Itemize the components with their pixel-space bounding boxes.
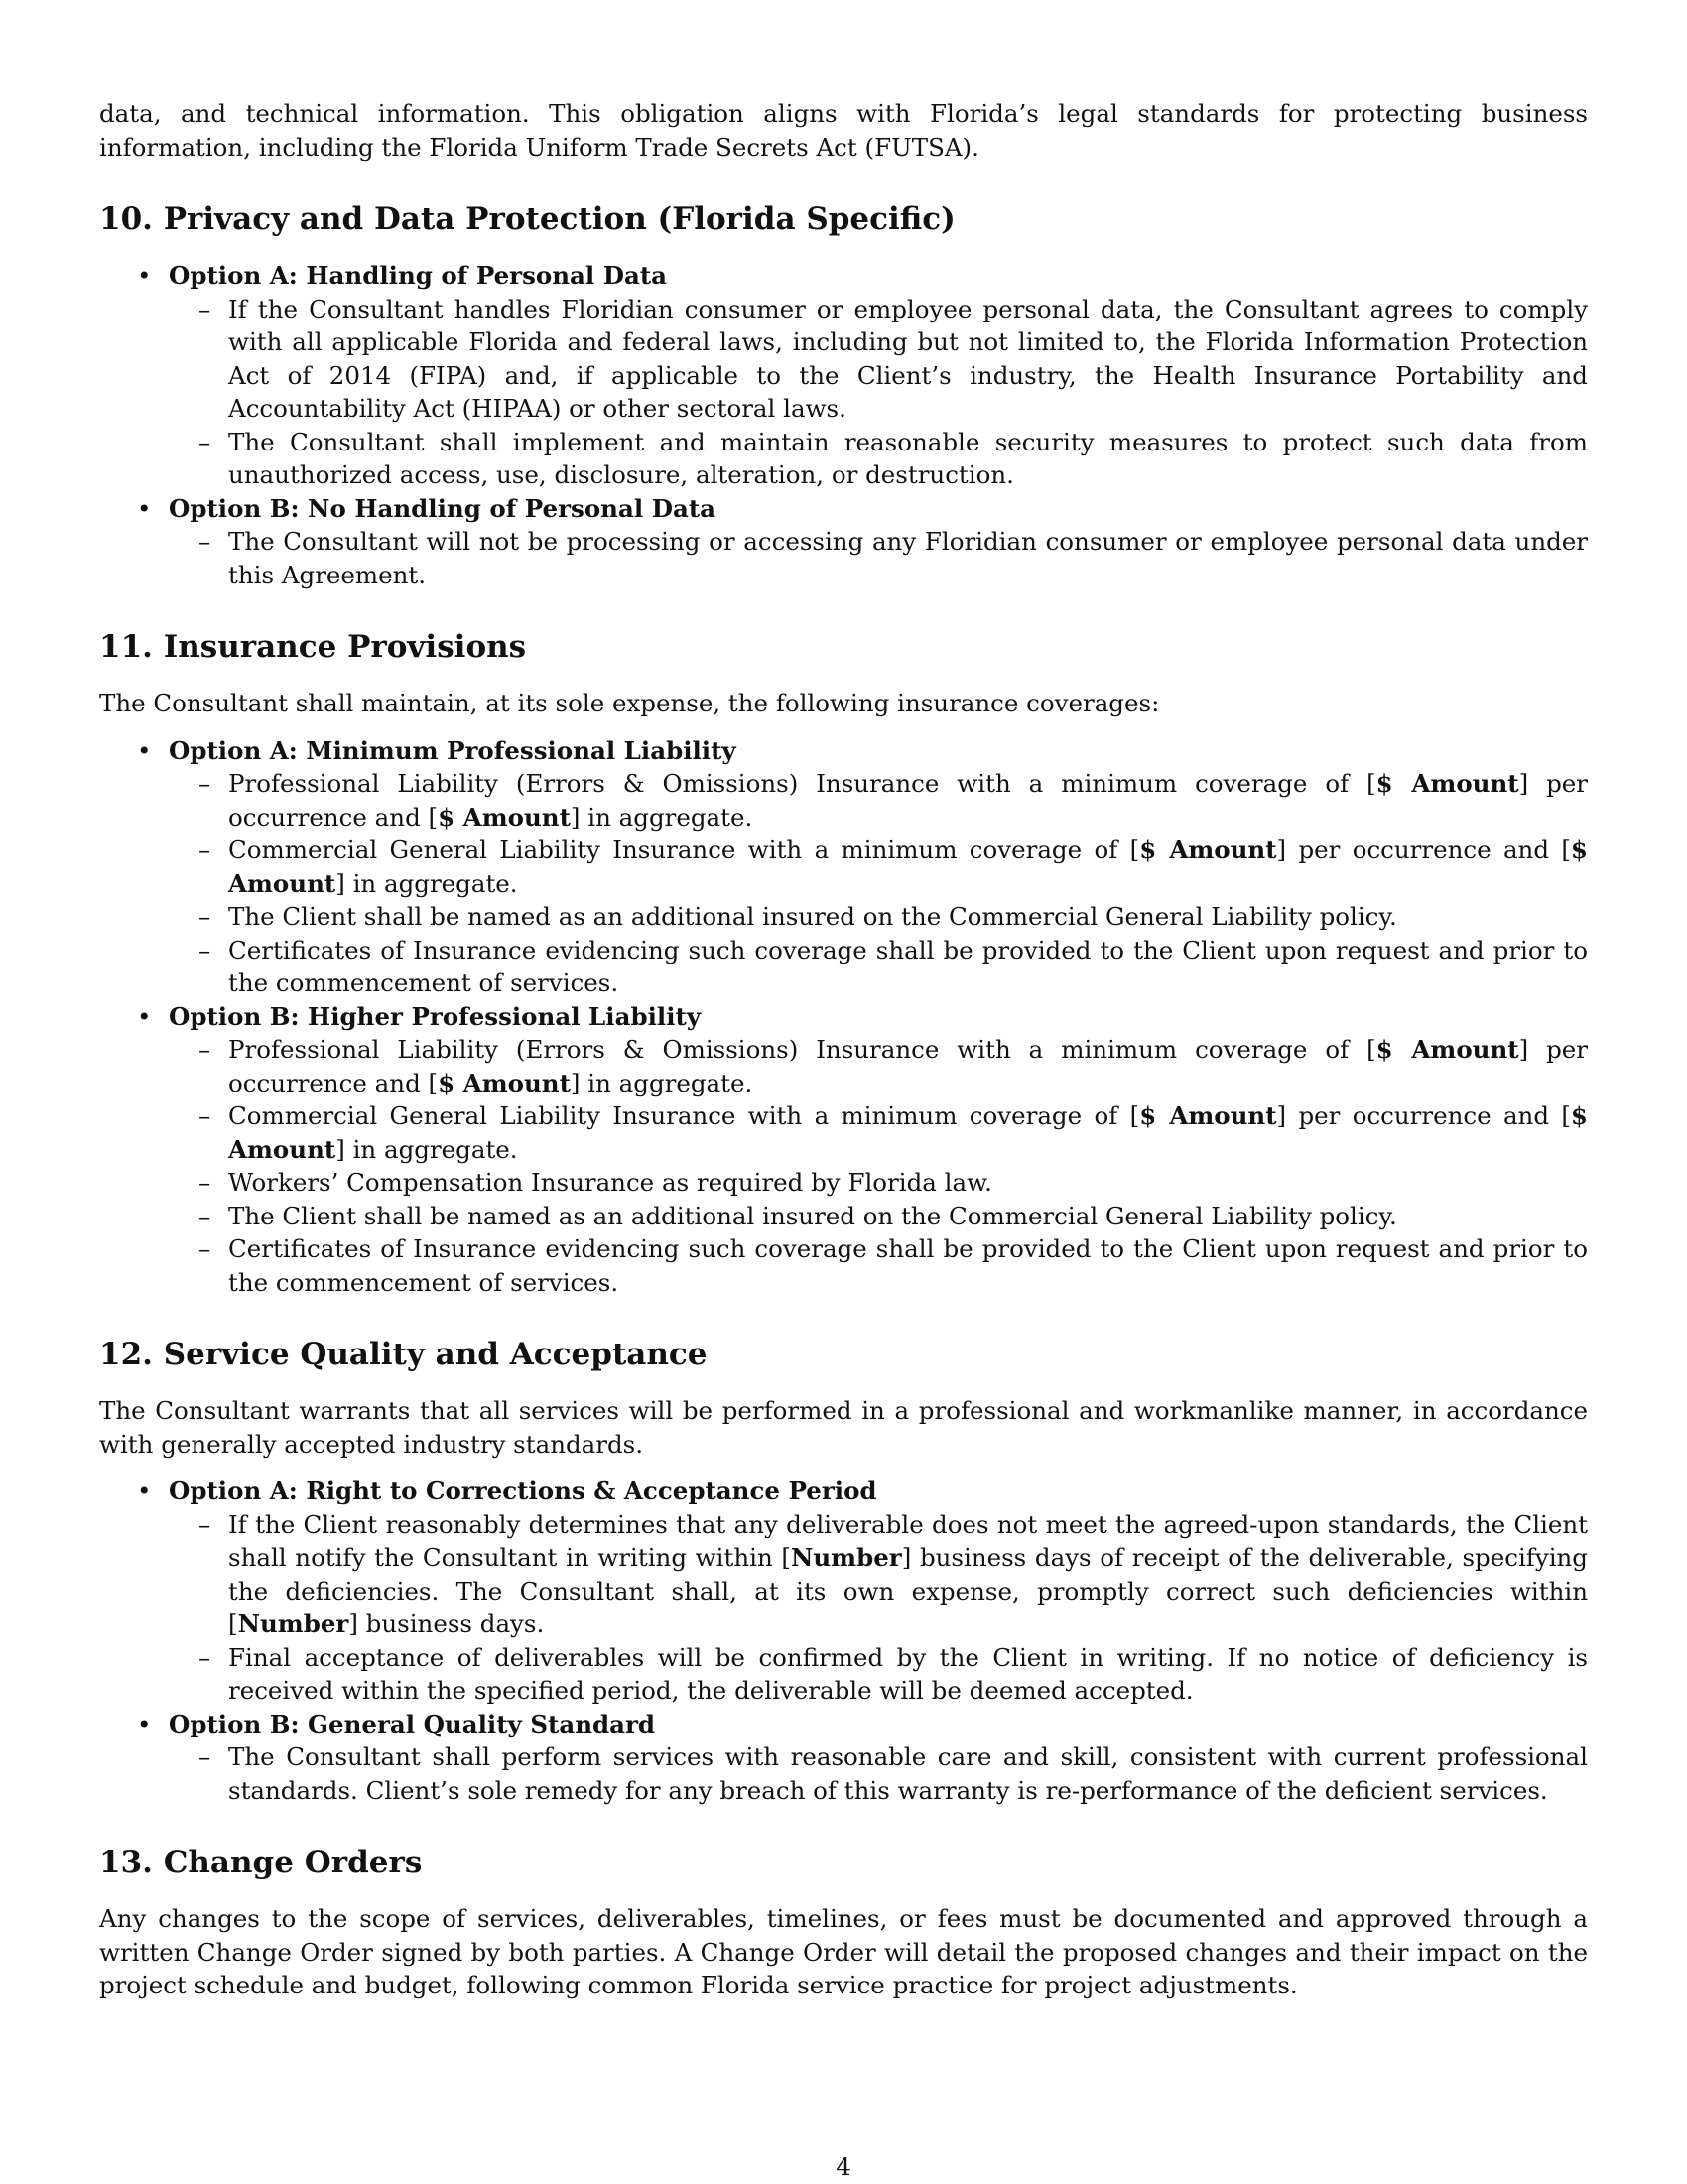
clause-item: – Professional Liability (Errors & Omissions) Insurance with a minimum coverage of [$ Amount] per occurrence and [$ Amount] in aggregate. (169, 767, 1588, 834)
section-12 (99, 1335, 1588, 1807)
clause-item: – The Client shall be named as an additional insured on the Commercial General Liability policy. (169, 900, 1588, 934)
section-intro: Any changes to the scope of services, deliverables, timelines, or fees must be documented and approved through a written Change Order signed by both parties. A Change Order will detail the proposed changes and their impact on the project schedule and budget, following common Florida service practice for project adjustments. (99, 1904, 1588, 1999)
clause-item: – If the Consultant handles Floridian consumer or employee personal data, the Consultant agrees to comply with all applicable Florida and federal laws, including but not limited to, the Florida Information Protection Act of 2014 (FIPA) and, if applicable to the Client’s industry, the Health Insurance Portability and Accountability Act (HIPAA) or other sectoral laws. (169, 293, 1588, 426)
placeholder-field: Number (790, 1543, 902, 1572)
section-heading: 10. Privacy and Data Protection (Florida Specific) (99, 201, 956, 237)
placeholder-field: $ Amount (228, 835, 1588, 898)
option-list (99, 259, 1588, 591)
option-title: • Option B: General Quality Standard (169, 1709, 656, 1738)
clause-item: – The Consultant shall implement and maintain reasonable security measures to protect such data from unauthorized access, use, disclosure, alteration, or destruction. (169, 426, 1588, 492)
section-10 (99, 199, 1588, 591)
placeholder-field: Number (237, 1609, 349, 1638)
placeholder-field: $ Amount (228, 1101, 1588, 1164)
clause-item: – Final acceptance of deliverables will be confirmed by the Client in writing. If no notice of deficiency is received within the specified period, the deliverable will be deemed accepted. (169, 1641, 1588, 1708)
section-heading: 13. Change Orders (99, 1845, 423, 1880)
option-list (99, 734, 1588, 1300)
clause-item: – Certificates of Insurance evidencing such coverage shall be provided to the Client upon request and prior to the commencement of services. (169, 934, 1588, 1000)
continuation-paragraph: data, and technical information. This obligation aligns with Florida’s legal standards for protecting business information, including the Florida Uniform Trade Secrets Act (FUTSA). (99, 99, 1588, 162)
clause-item: – Certificates of Insurance evidencing such coverage shall be provided to the Client upon request and prior to the commencement of services. (169, 1232, 1588, 1299)
sections-container (99, 199, 1588, 2002)
clause-list (169, 293, 1588, 492)
option-list (99, 1475, 1588, 1807)
option-title: • Option A: Right to Corrections & Acceptance Period (169, 1477, 877, 1505)
clause-list (169, 1033, 1588, 1299)
placeholder-field: $ Amount (438, 802, 571, 832)
clause-item: – The Consultant shall perform services with reasonable care and skill, consistent with current professional standards. Client’s sole remedy for any breach of this warranty is re-performance of the deficient services. (169, 1740, 1588, 1807)
page-number: 4 (836, 2152, 851, 2181)
section-intro: The Consultant shall maintain, at its sole expense, the following insurance coverages: (99, 689, 1160, 717)
option-title: • Option B: Higher Professional Liability (169, 1001, 702, 1031)
clause-item: – If the Client reasonably determines that any deliverable does not meet the agreed-upon standards, the Client shall notify the Consultant in writing within [Number] business days of receipt of the deliverable, specifying the deficiencies. The Consultant shall, at its own expense, promptly correct such deficiencies within [Number] business days. (169, 1508, 1588, 1641)
section-13 (99, 1843, 1588, 2002)
option-item (99, 492, 1588, 592)
placeholder-field: $ Amount (438, 1068, 571, 1097)
clause-item: – Commercial General Liability Insurance with a minimum coverage of [$ Amount] per occurrence and [$ Amount] in aggregate. (169, 1099, 1588, 1166)
section-heading: 11. Insurance Provisions (99, 629, 527, 665)
placeholder-field: $ Amount (1139, 835, 1277, 864)
placeholder-field: $ Amount (1375, 1035, 1519, 1064)
option-item (99, 259, 1588, 492)
placeholder-field: $ Amount (1139, 1101, 1277, 1130)
clause-item: – Commercial General Liability Insurance with a minimum coverage of [$ Amount] per occurrence and [$ Amount] in aggregate. (169, 834, 1588, 900)
clause-list (169, 1508, 1588, 1708)
document-page (99, 97, 1588, 2016)
clause-list (169, 525, 1588, 591)
section-11 (99, 627, 1588, 1299)
section-intro: The Consultant warrants that all services will be performed in a professional and workmanlike manner, in accordance with generally accepted industry standards. (99, 1396, 1588, 1459)
option-item (99, 1000, 1588, 1300)
clause-item: – Workers’ Compensation Insurance as required by Florida law. (169, 1166, 1588, 1200)
clause-item: – The Client shall be named as an additional insured on the Commercial General Liability policy. (169, 1200, 1588, 1233)
clause-list (169, 767, 1588, 1000)
clause-item: – Professional Liability (Errors & Omissions) Insurance with a minimum coverage of [$ Amount] per occurrence and [$ Amount] in aggregate. (169, 1033, 1588, 1099)
option-item (99, 1475, 1588, 1708)
option-item (99, 1708, 1588, 1808)
clause-list (169, 1740, 1588, 1807)
section-heading: 12. Service Quality and Acceptance (99, 1337, 708, 1372)
clause-item: – The Consultant will not be processing or accessing any Floridian consumer or employee personal data under this Agreement. (169, 525, 1588, 591)
option-title: • Option B: No Handling of Personal Data (169, 493, 716, 523)
option-title: • Option A: Handling of Personal Data (169, 261, 668, 290)
option-title: • Option A: Minimum Professional Liability (169, 735, 736, 765)
option-item (99, 734, 1588, 1000)
placeholder-field: $ Amount (1375, 769, 1519, 798)
